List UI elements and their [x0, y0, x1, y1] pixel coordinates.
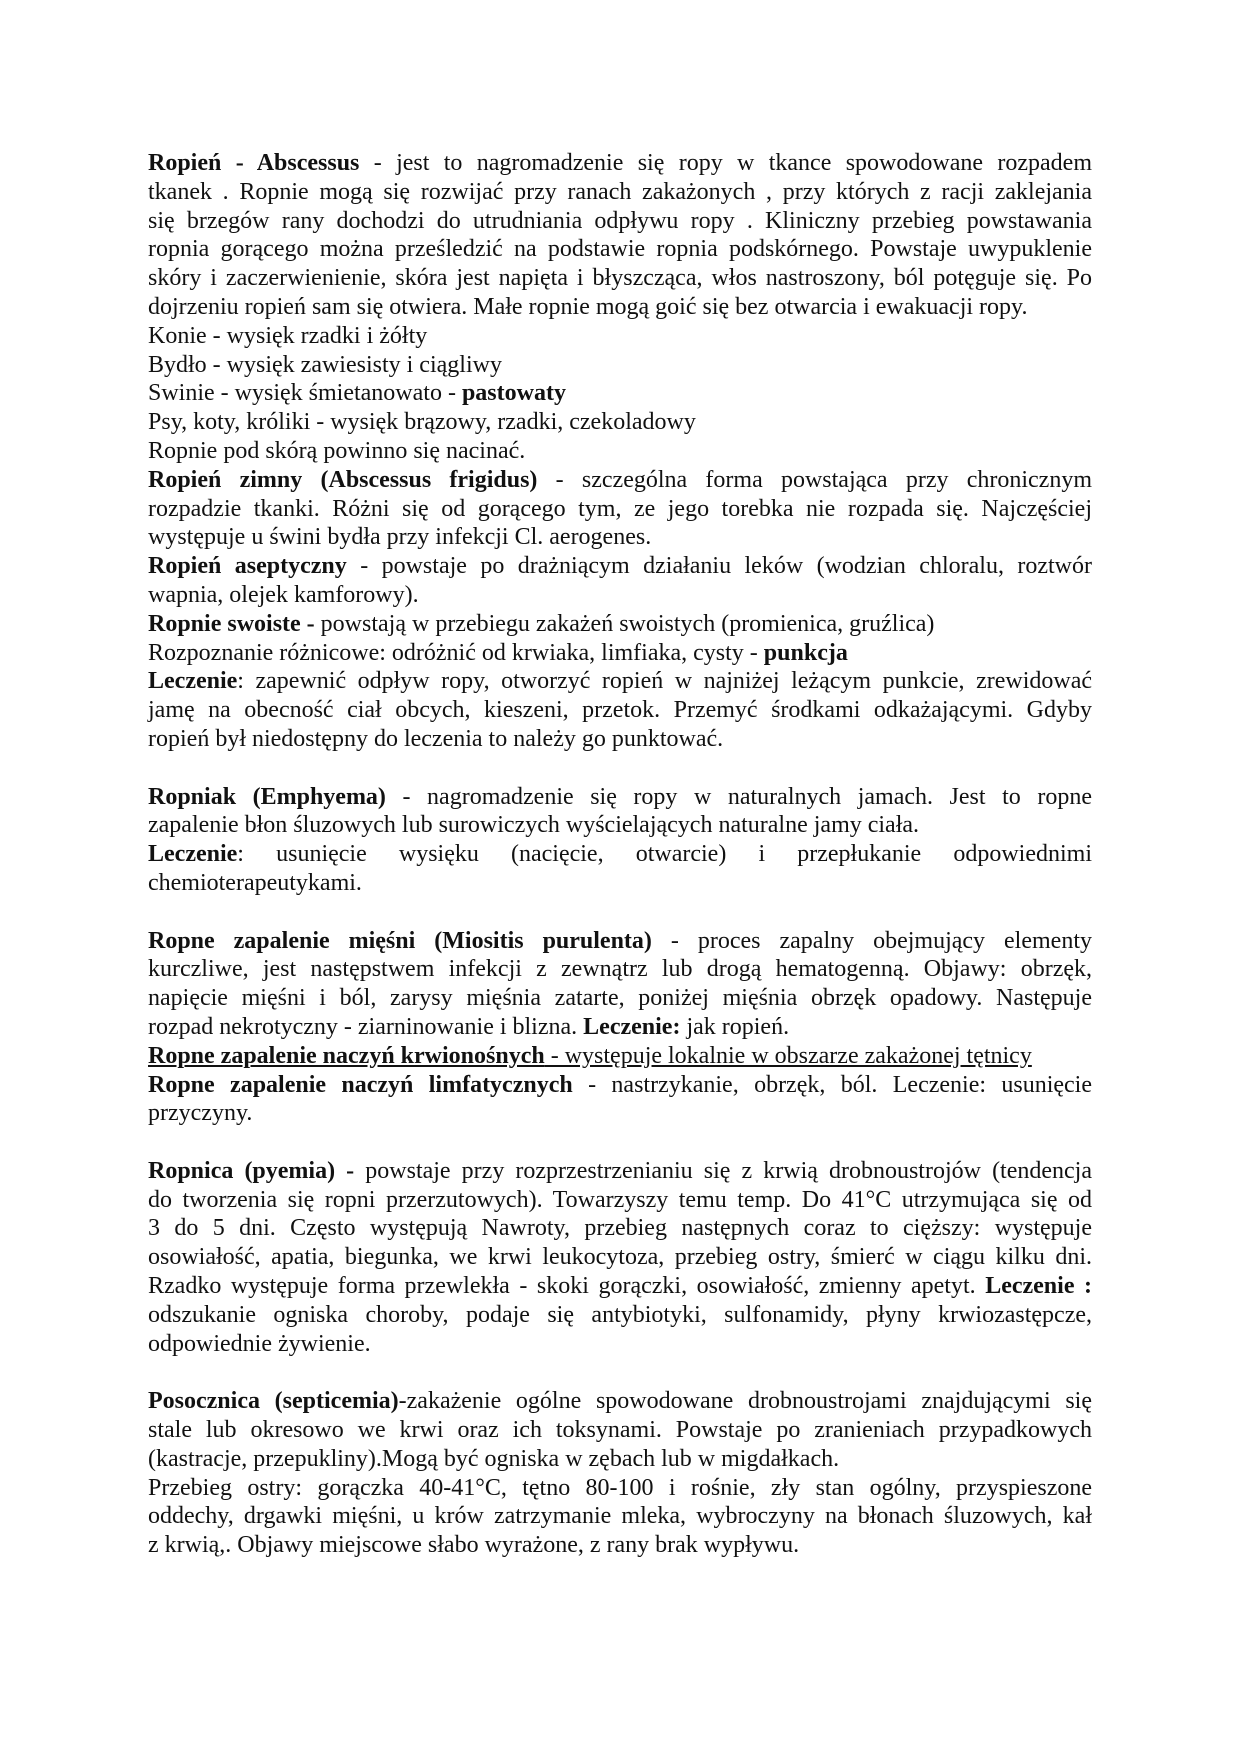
- text-run: Rozpoznanie różnicowe: odróżnić od krwiaka, limfiaka, cysty -: [148, 639, 764, 666]
- text-run: rozpad nekrotyczny - ziarninowanie i blizna.: [148, 1013, 584, 1040]
- text-line-content: [148, 1186, 1092, 1215]
- text-line-content: [148, 783, 1092, 812]
- text-line-content: [148, 1301, 1092, 1330]
- text-line: [148, 408, 1092, 437]
- text-line: [148, 1445, 1092, 1474]
- text-line-content: [148, 1157, 1092, 1186]
- text-run: napięcie mięśni i ból, zarysy mięśnia zatarte, poniżej mięśnia obrzęk opadowy. Następuje: [148, 985, 1092, 1012]
- text-run: zapalenie błon śluzowych lub surowiczych wyścielających naturalne jamy ciała.: [148, 812, 920, 839]
- text-line-content: [148, 667, 1092, 696]
- text-line: [148, 1416, 1092, 1445]
- text-line: [148, 178, 1092, 207]
- text-line: [148, 1243, 1092, 1272]
- bold-term: Posocznica (septicemia): [148, 1388, 399, 1415]
- blank-line: [148, 754, 1092, 783]
- text-line: [148, 869, 1092, 898]
- text-run: Ropnie pod skórą powinno się nacinać.: [148, 437, 526, 464]
- text-run: - powstaje po drażniącym działaniu leków (wodzian chloralu, roztwór: [346, 553, 1092, 580]
- text-line-content: [148, 725, 723, 754]
- text-line: [148, 1474, 1092, 1503]
- text-line-content: [148, 264, 1092, 293]
- text-run: oddechy, drgawki mięśni, u krów zatrzymanie mleka, wybroczyny na błonach śluzowych, kał: [148, 1503, 1092, 1530]
- text-line-content: [148, 869, 362, 898]
- text-run: Rzadko występuje forma przewlekła - skoki gorączki, osowiałość, zmienny apetyt.: [148, 1273, 986, 1300]
- text-line: [148, 783, 1092, 812]
- text-line-content: [148, 1214, 1092, 1243]
- text-line-content: [148, 1013, 789, 1042]
- blank-line: [148, 898, 1092, 927]
- text-run: chemioterapeutykami.: [148, 869, 362, 896]
- text-line-content: [148, 293, 1027, 322]
- text-run: (kastracje, przepukliny).Mogą być ogniska w zębach lub w migdałkach.: [148, 1445, 840, 1472]
- text-run: 3 do 5 dni. Często występują Nawroty, przebieg następnych coraz to cięższy: występuje: [148, 1215, 1092, 1242]
- text-run: rozpadzie tkanki. Różni się od gorącego tym, ze jego torebka nie rozpada się. Najczęściej: [148, 495, 1092, 522]
- text-line: [148, 264, 1092, 293]
- text-line-content: [148, 552, 1092, 581]
- text-line-content: [148, 984, 1092, 1013]
- text-run: z krwią,. Objawy miejscowe słabo wyrażone, z rany brak wypływu.: [148, 1532, 800, 1559]
- text-line-content: [148, 1502, 1092, 1531]
- text-line-content: [148, 1243, 1092, 1272]
- text-run: Konie - wysięk rzadki i żółty: [148, 322, 428, 349]
- text-run: stale lub okresowo we krwi oraz ich toksynami. Powstaje po zranieniach przypadkowych: [148, 1417, 1092, 1444]
- bold-term: Ropnica (pyemia) -: [148, 1157, 355, 1184]
- bold-term: Ropne zapalenie naczyń krwionośnych: [148, 1042, 545, 1069]
- text-line-content: [148, 495, 1092, 524]
- text-line-content: [148, 927, 1092, 956]
- text-run: - jest to nagromadzenie się ropy w tkance spowodowane rozpadem: [359, 150, 1092, 176]
- text-run: odszukanie ogniska choroby, podaje się antybiotyki, sulfonamidy, płyny krwiozastępcze,: [148, 1301, 1092, 1328]
- text-line: [148, 927, 1092, 956]
- text-line: [148, 1214, 1092, 1243]
- text-run: występuje u świni bydła przy infekcji Cl. aerogenes.: [148, 524, 652, 551]
- text-line: [148, 840, 1092, 869]
- text-run: się brzegów rany dochodzi do utrudniania odpływu ropy . Kliniczny przebieg powstawania: [148, 207, 1092, 234]
- bold-term: Ropne zapalenie naczyń limfatycznych: [148, 1071, 573, 1098]
- text-line-content: [148, 581, 419, 610]
- text-line: [148, 696, 1092, 725]
- text-line: [148, 293, 1092, 322]
- text-run: dojrzeniu ropień sam się otwiera. Małe ropnie mogą goić się bez otwarcia i ewakuacji ropy.: [148, 293, 1028, 320]
- text-line-content: [148, 207, 1092, 236]
- text-line: [148, 984, 1092, 1013]
- text-line: [148, 1502, 1092, 1531]
- text-run: jak ropień.: [680, 1013, 790, 1040]
- text-line: [148, 811, 1092, 840]
- text-line: [148, 1387, 1092, 1416]
- bold-term: Ropień - Abscessus: [148, 150, 360, 176]
- blank-line: [148, 1128, 1092, 1157]
- text-run: : zapewnić odpływ ropy, otworzyć ropień w najniżej leżącym punkcie, zrewidować: [237, 668, 1092, 695]
- text-line: [148, 667, 1092, 696]
- text-line: [148, 1301, 1092, 1330]
- bold-term: pastowaty: [461, 380, 566, 407]
- text-line: [148, 379, 1092, 408]
- text-line: [148, 639, 1092, 668]
- bold-term: Ropień zimny (Abscessus frigidus): [148, 466, 538, 493]
- text-line: [148, 725, 1092, 754]
- text-run: jamę na obecność ciał obcych, kieszeni, przetok. Przemyć środkami odkażającymi. Gdyby: [148, 697, 1092, 724]
- text-line: [148, 466, 1092, 495]
- document-page: [148, 149, 1092, 1560]
- text-run: powstaje przy rozprzestrzenianiu się z krwią drobnoustrojów (tendencja: [354, 1157, 1092, 1184]
- text-line: [148, 235, 1092, 264]
- text-run: - nagromadzenie się ropy w naturalnych jamach. Jest to ropne: [385, 783, 1092, 810]
- bold-term: Ropnie swoiste -: [148, 610, 315, 637]
- text-line: [148, 1071, 1092, 1100]
- text-run: powstają w przebiegu zakażeń swoistych (promienica, gruźlica): [314, 610, 935, 637]
- text-line-content: [148, 610, 934, 639]
- text-line: [148, 1099, 1092, 1128]
- text-run: kurczliwe, jest następstwem infekcji z zewnątrz lub drogą hematogenną. Objawy: obrzęk,: [148, 956, 1092, 983]
- text-line-content: [148, 437, 525, 466]
- bold-term: Leczenie:: [583, 1013, 681, 1040]
- text-line-content: [148, 466, 1092, 495]
- text-run: -zakażenie ogólne spowodowane drobnoustrojami znajdującymi się: [398, 1388, 1093, 1415]
- text-line: [148, 437, 1092, 466]
- text-run: do tworzenia się ropni przerzutowych). Towarzyszy temu temp. Do 41°C utrzymująca się od: [148, 1186, 1092, 1213]
- text-line-content: [148, 1531, 799, 1560]
- bold-term: Leczenie :: [985, 1273, 1093, 1300]
- text-line: [148, 351, 1092, 380]
- bold-term: Ropniak (Emphyema): [148, 783, 386, 810]
- text-line-content: [148, 955, 1092, 984]
- text-line: [148, 1531, 1092, 1560]
- text-line-content: [148, 840, 1092, 869]
- bold-term: Ropne zapalenie mięśni (Miositis purulenta): [148, 927, 652, 954]
- text-run: ropnia gorącego można prześledzić na podstawie ropnia podskórnego. Powstaje uwypuklenie: [148, 236, 1092, 263]
- text-line-content: [148, 351, 502, 380]
- text-run: Psy, koty, króliki - wysięk brązowy, rzadki, czekoladowy: [148, 409, 696, 436]
- text-run: odpowiednie żywienie.: [148, 1330, 371, 1357]
- bold-term: Ropień aseptyczny: [148, 553, 347, 580]
- text-line-content: [148, 811, 919, 840]
- text-run: Bydło - wysięk zawiesisty i ciągliwy: [148, 351, 502, 378]
- text-run: osowiałość, apatia, biegunka, we krwi leukocytoza, przebieg ostry, śmierć w ciągu kilku dni.: [148, 1244, 1092, 1271]
- text-line-content: [148, 235, 1092, 264]
- text-line: [148, 1186, 1092, 1215]
- text-run: ropień był niedostępny do leczenia to należy go punktować.: [148, 725, 724, 752]
- text-run: - występuje lokalnie w obszarze zakażonej tętnicy: [544, 1042, 1032, 1069]
- text-line-content: [148, 1387, 1092, 1416]
- text-line-content: [148, 1042, 1032, 1071]
- text-line-content: [148, 523, 651, 552]
- text-line: [148, 1272, 1092, 1301]
- text-line: [148, 495, 1092, 524]
- text-run: wapnia, olejek kamforowy).: [148, 581, 419, 608]
- bold-term: Leczenie: [148, 668, 238, 695]
- blank-line: [148, 1358, 1092, 1387]
- text-run: Przebieg ostry: gorączka 40-41°C, tętno 80-100 i rośnie, zły stan ogólny, przyspieszone: [148, 1474, 1092, 1501]
- text-run: - szczególna forma powstająca przy chronicznym: [537, 466, 1092, 493]
- text-line-content: [148, 1474, 1092, 1503]
- text-line-content: [148, 1071, 1092, 1100]
- text-line: [148, 322, 1092, 351]
- text-run: przyczyny.: [148, 1100, 253, 1127]
- text-line: [148, 523, 1092, 552]
- text-line-content: [148, 1272, 1092, 1301]
- text-line-content: [148, 639, 848, 668]
- text-line-content: [148, 408, 696, 437]
- text-line-content: [148, 322, 427, 351]
- bold-term: punkcja: [763, 639, 848, 666]
- text-run: : usunięcie wysięku (nacięcie, otwarcie) i przepłukanie odpowiednimi: [237, 841, 1092, 868]
- text-run: - nastrzykanie, obrzęk, ból. Leczenie: usunięcie: [572, 1071, 1092, 1098]
- text-line: [148, 207, 1092, 236]
- text-line-content: [148, 1445, 839, 1474]
- text-run: tkanek . Ropnie mogą się rozwijać przy ranach zakażonych , przy których z racji zaklejania: [148, 178, 1092, 205]
- text-line: [148, 1330, 1092, 1359]
- text-line: [148, 1013, 1092, 1042]
- text-line: [148, 581, 1092, 610]
- text-line: [148, 955, 1092, 984]
- text-line-content: [148, 149, 1092, 178]
- text-line: [148, 610, 1092, 639]
- bold-term: Leczenie: [148, 841, 238, 868]
- text-line: [148, 1042, 1092, 1071]
- text-line-content: [148, 379, 566, 408]
- text-line: [148, 552, 1092, 581]
- text-run: Swinie - wysięk śmietanowato -: [148, 380, 462, 407]
- text-run: - proces zapalny obejmujący elementy: [651, 927, 1092, 954]
- text-run: skóry i zaczerwienienie, skóra jest napięta i błyszcząca, włos nastroszony, ból potęguje się. Po: [148, 265, 1092, 292]
- text-line-content: [148, 1416, 1092, 1445]
- text-line: [148, 1157, 1092, 1186]
- text-line: [148, 149, 1092, 178]
- text-line-content: [148, 1099, 252, 1128]
- text-line-content: [148, 696, 1092, 725]
- text-line-content: [148, 1330, 371, 1359]
- text-line-content: [148, 178, 1092, 207]
